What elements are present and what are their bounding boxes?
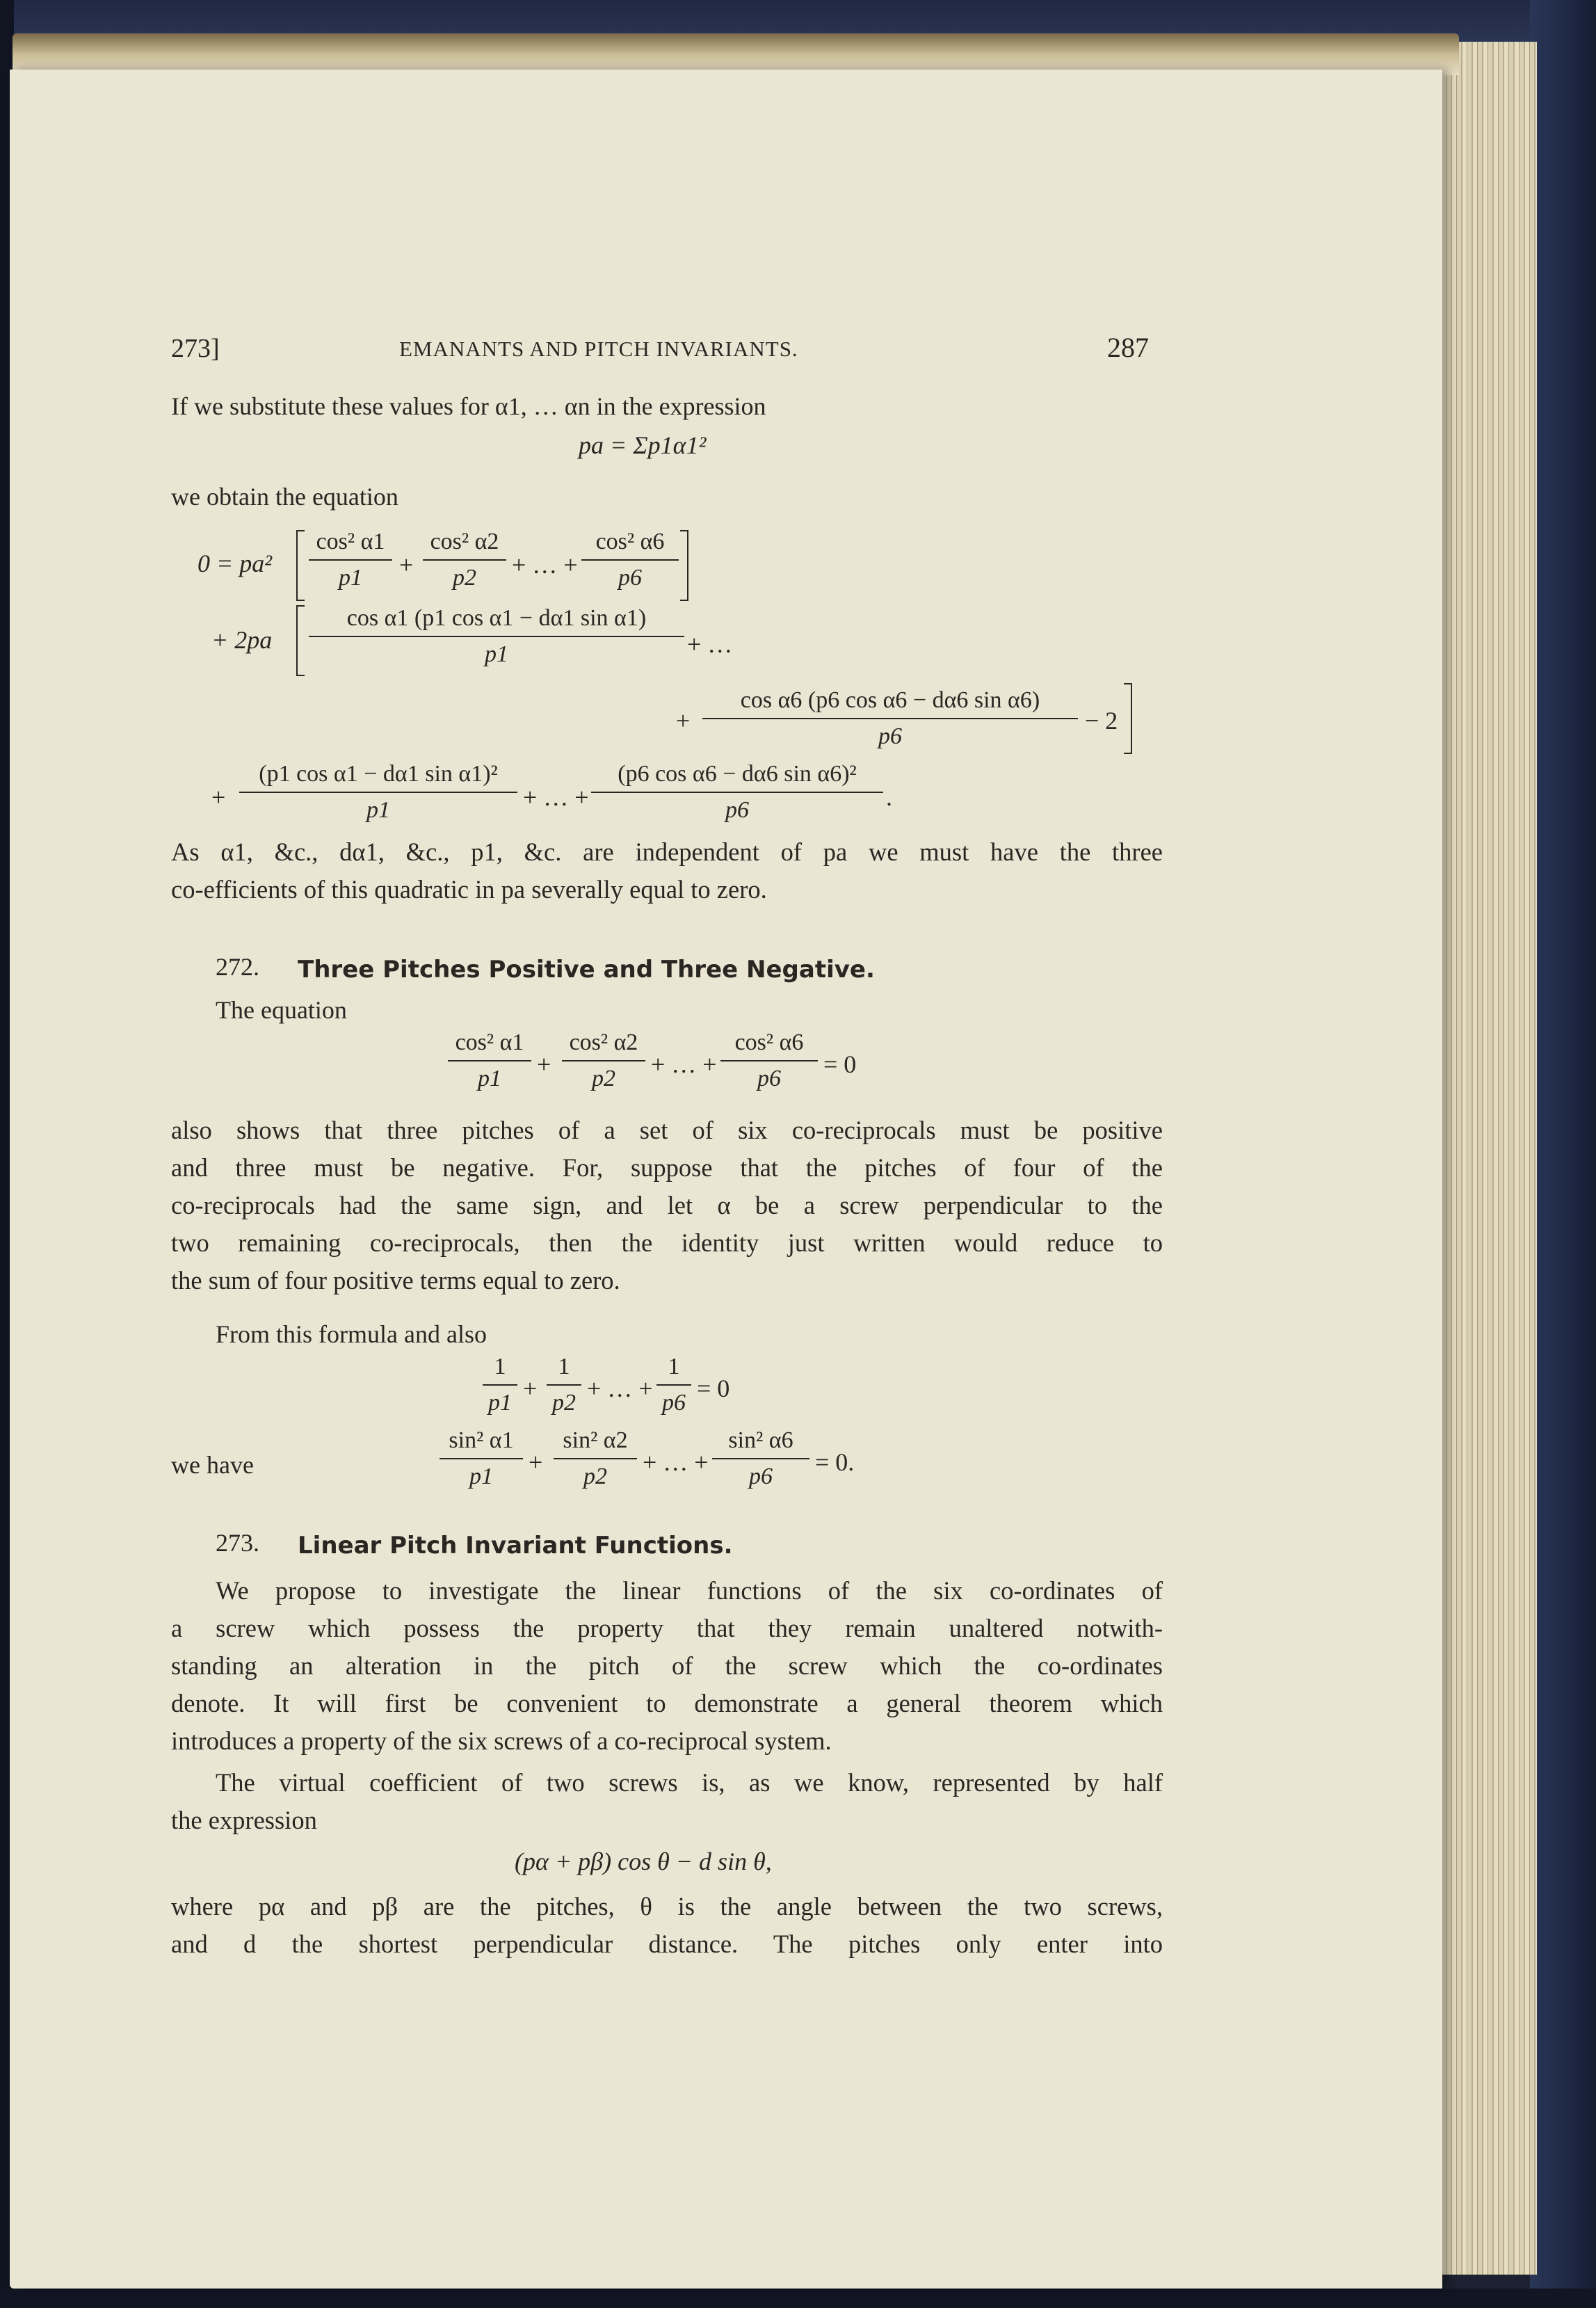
eq272-term-2: cos² α2 p2 (562, 1029, 645, 1092)
formula-intro: From this formula and also (216, 1320, 487, 1348)
eq-row4-term-1: (p1 cos α1 − dα1 sin α1)² p1 (239, 761, 517, 824)
section-272-number: 272. (216, 953, 259, 981)
page-number: 287 (1107, 332, 1149, 363)
paragraph-virtual-coefficient (171, 1764, 1163, 1839)
eq272-term-1: cos² α1 p1 (448, 1029, 531, 1092)
eq272-rhs: = 0 (823, 1050, 857, 1078)
text-line: denote. It will first be convenient to demonstrate a general theorem which (171, 1689, 1163, 1717)
f2-term-6: sin² α6 p6 (712, 1427, 809, 1490)
text-line: also shows that three pitches of a set of six co-reciprocals must be positive (171, 1116, 1163, 1144)
paragraph-pitches (171, 1112, 1163, 1299)
text-line: and three must be negative. For, suppose that the pitches of four of the (171, 1153, 1163, 1182)
eq-term-1: cos² α1 p1 (309, 529, 392, 591)
intro-expression: pa = Σp1α1² (579, 431, 707, 459)
eq-lhs: 0 = pa² (198, 550, 273, 577)
eq-term-6: cos² α6 p6 (581, 529, 679, 591)
bracket-open-2 (296, 605, 305, 676)
section-reference: 273] (171, 334, 220, 363)
text-line: two remaining co-reciprocals, then the identity just written would reduce to (171, 1228, 1163, 1257)
section-273-title: Linear Pitch Invariant Functions. (298, 1532, 733, 1560)
text-line: We propose to investigate the linear functions of the six co-ordinates of (216, 1576, 1163, 1605)
intro-line: If we substitute these values for α1, … αn in the expression (171, 392, 766, 420)
text-line: the sum of four positive terms equal to zero. (171, 1266, 620, 1295)
eq-row4-dots: + … + (523, 783, 589, 811)
f2-term-2: sin² α2 p2 (554, 1427, 637, 1490)
eq-row3-tail: − 2 (1085, 707, 1118, 735)
virtual-coefficient-expression: (pα + pβ) cos θ − d sin θ, (515, 1848, 772, 1875)
f2-term-1: sin² α1 p1 (440, 1427, 523, 1490)
eq-row4-term-6: (p6 cos α6 − dα6 sin α6)² p6 (591, 761, 883, 824)
page-edges (1426, 42, 1537, 2275)
eq-dots: + … + (512, 551, 578, 579)
text-line: and d the shortest perpendicular distance. The pitches only enter into (171, 1930, 1163, 1958)
page-top-edge (13, 33, 1459, 75)
bracket-close (680, 530, 688, 601)
eq272-term-6: cos² α6 p6 (720, 1029, 818, 1092)
text-line: where pα and pβ are the pitches, θ is the angle between the two screws, (171, 1892, 1163, 1921)
intro-line-2: we obtain the equation (171, 483, 398, 511)
section-273-number: 273. (216, 1529, 259, 1557)
we-have: we have (171, 1451, 254, 1479)
bracket-open (296, 530, 305, 601)
eq-row4-plus: + (211, 783, 226, 811)
text-line: standing an alteration in the pitch of the screw which the co-ordinates (171, 1651, 1163, 1680)
paragraph-coefficients (171, 833, 1163, 908)
eq-row2-term: cos α1 (p1 cos α1 − dα1 sin α1) p1 (309, 605, 684, 668)
eq272-plus: + (537, 1050, 551, 1078)
eq-plus: + (399, 551, 414, 579)
eq-row4-end: . (886, 783, 892, 811)
running-title: EMANANTS AND PITCH INVARIANTS. (399, 337, 798, 361)
text-line: introduces a property of the six screws of a co-reciprocal system. (171, 1726, 832, 1755)
section-272-intro: The equation (216, 996, 347, 1024)
section-272-title: Three Pitches Positive and Three Negative. (298, 956, 875, 984)
eq272-dots: + … + (651, 1050, 717, 1078)
bracket-close-2 (1124, 683, 1132, 754)
eq-row2-tail: + … (687, 630, 733, 658)
f1-term-1: 1 p1 (483, 1354, 517, 1416)
eq-row2-prefix: + 2pa (211, 626, 273, 654)
f1-rhs: = 0 (697, 1375, 730, 1402)
f2-dots: + … + (643, 1448, 709, 1476)
eq-row3-term: cos α6 (p6 cos α6 − dα6 sin α6) p6 (702, 687, 1078, 750)
f1-term-6: 1 p6 (656, 1354, 691, 1416)
text-line: co-reciprocals had the same sign, and let α be a screw perpendicular to the (171, 1191, 1163, 1219)
eq-row3-plus: + (676, 707, 691, 735)
bottom-shadow (0, 2289, 1596, 2308)
f1-dots: + … + (587, 1375, 653, 1402)
paragraph-pitches-defined (171, 1888, 1163, 1963)
text-line: As α1, &c., dα1, &c., p1, &c. are independent of pa we must have the three (171, 838, 1163, 866)
f2-plus: + (529, 1448, 543, 1476)
f1-plus: + (523, 1375, 538, 1402)
f2-rhs: = 0. (815, 1448, 855, 1476)
text-line: co-efficients of this quadratic in pa severally equal to zero. (171, 875, 767, 904)
f1-term-2: 1 p2 (547, 1354, 581, 1416)
text-line: a screw which possess the property that they remain unaltered notwith- (171, 1614, 1163, 1642)
book-cover-right (1530, 0, 1596, 2308)
eq-term-2: cos² α2 p2 (423, 529, 506, 591)
text-line: the expression (171, 1806, 317, 1834)
book-page (10, 70, 1442, 2289)
text-line: The virtual coefficient of two screws is, as we know, represented by half (216, 1768, 1163, 1797)
paragraph-investigate (171, 1572, 1163, 1760)
